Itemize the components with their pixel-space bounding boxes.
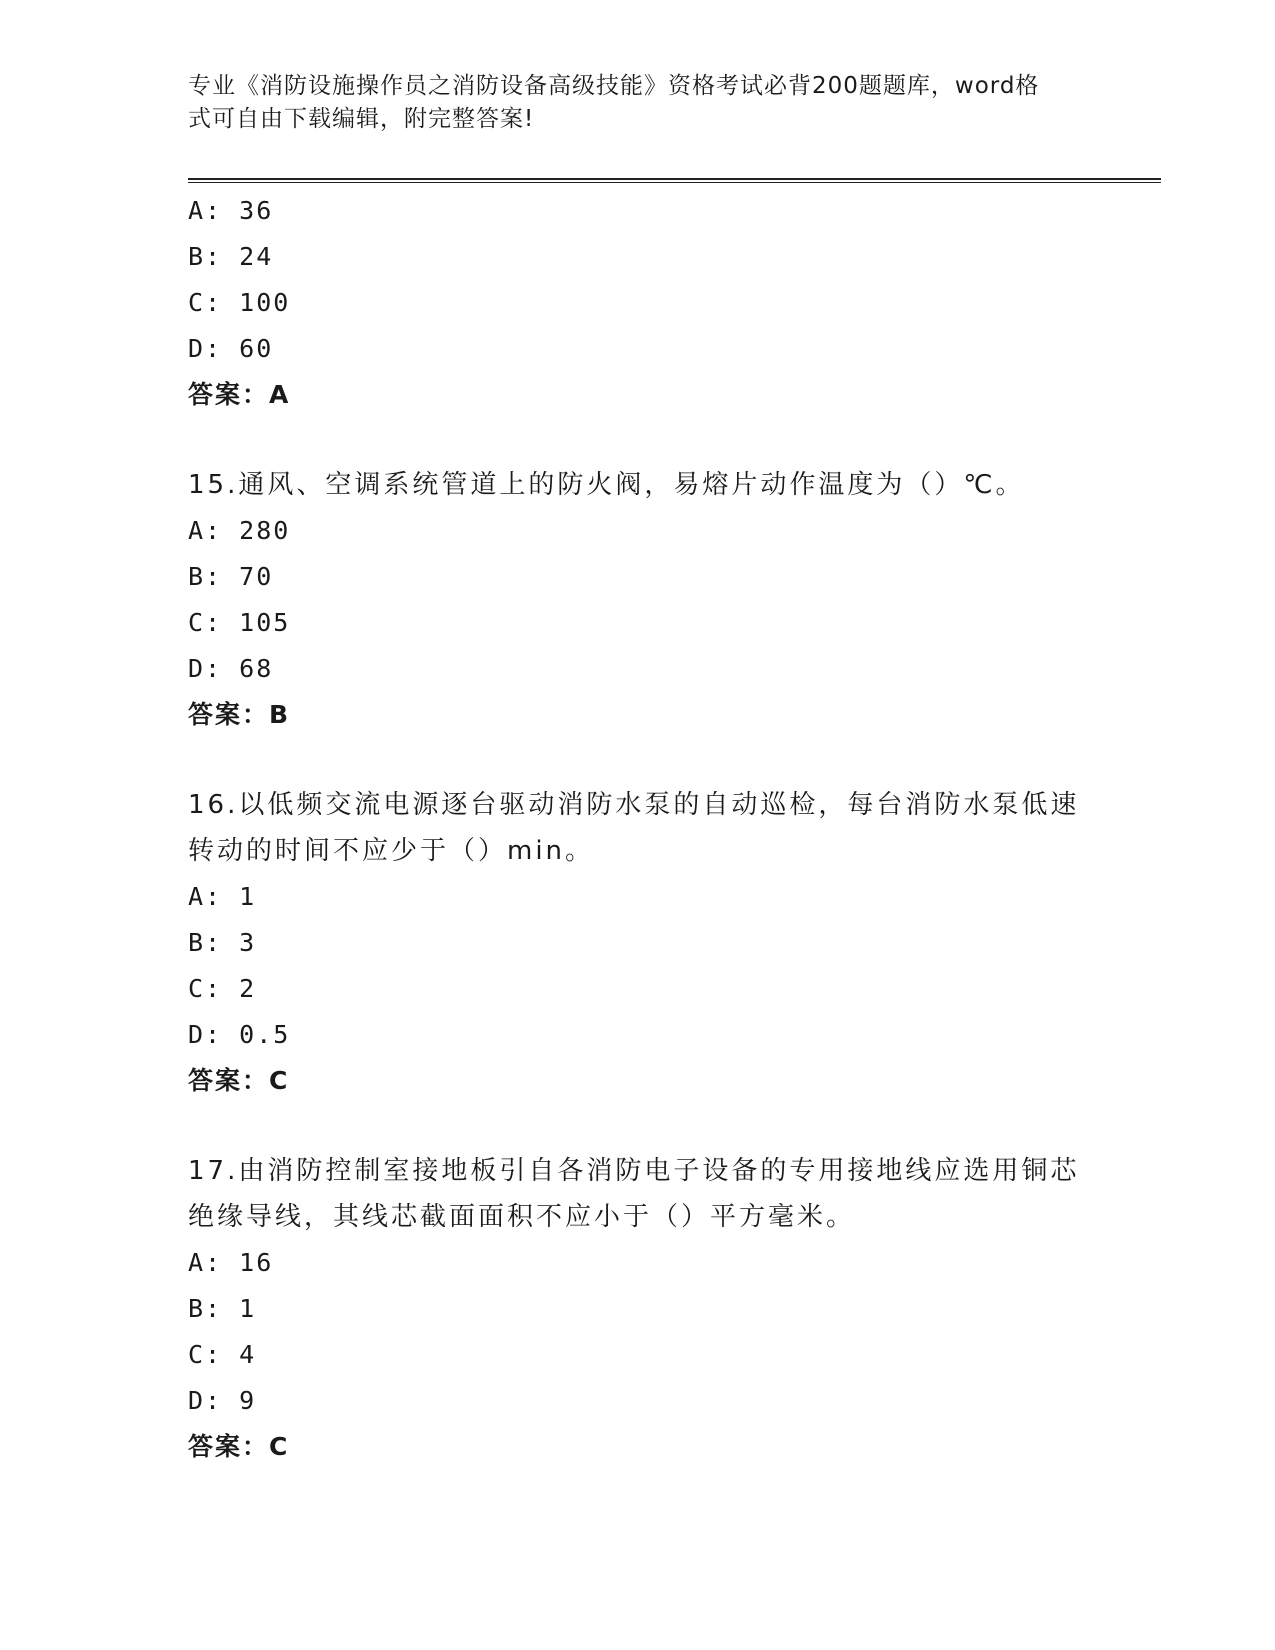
header-line-1: 专业《消防设施操作员之消防设备高级技能》资格考试必背200题题库，word格 — [188, 73, 1040, 99]
option-b: B: 24 — [188, 242, 274, 271]
question-15 — [188, 462, 1088, 738]
question-17 — [188, 1148, 1088, 1470]
question-text-line-1: 16.以低频交流电源逐台驱动消防水泵的自动巡检，每台消防水泵低速 — [188, 790, 1080, 820]
header-line-2: 式可自由下载编辑，附完整答案! — [188, 106, 535, 132]
question-text: 15.通风、空调系统管道上的防火阀，易熔片动作温度为（）℃。 — [188, 470, 1025, 500]
option-b: B: 3 — [188, 928, 257, 957]
answer: 答案：C — [188, 1066, 290, 1095]
option-c: C: 105 — [188, 608, 291, 637]
answer: 答案：B — [188, 700, 291, 729]
question-text-line-2: 转动的时间不应少于（）min。 — [188, 836, 595, 866]
option-d: D: 60 — [188, 334, 274, 363]
option-d: D: 0.5 — [188, 1020, 291, 1049]
option-c: C: 4 — [188, 1340, 257, 1369]
option-a: A: 280 — [188, 516, 291, 545]
option-b: B: 1 — [188, 1294, 257, 1323]
question-14 — [188, 188, 1088, 418]
option-a: A: 36 — [188, 196, 274, 225]
option-d: D: 9 — [188, 1386, 257, 1415]
question-text-line-2: 绝缘导线，其线芯截面面积不应小于（）平方毫米。 — [188, 1202, 856, 1232]
header-divider — [188, 178, 1161, 183]
question-16 — [188, 782, 1088, 1104]
option-a: A: 1 — [188, 882, 257, 911]
option-c: C: 2 — [188, 974, 257, 1003]
question-text-line-1: 17.由消防控制室接地板引自各消防电子设备的专用接地线应选用铜芯 — [188, 1156, 1080, 1186]
document-header — [188, 70, 1068, 136]
answer: 答案：A — [188, 380, 291, 409]
option-d: D: 68 — [188, 654, 274, 683]
question-list — [188, 188, 1088, 1470]
option-b: B: 70 — [188, 562, 274, 591]
answer: 答案：C — [188, 1432, 290, 1461]
option-a: A: 16 — [188, 1248, 274, 1277]
option-c: C: 100 — [188, 288, 291, 317]
